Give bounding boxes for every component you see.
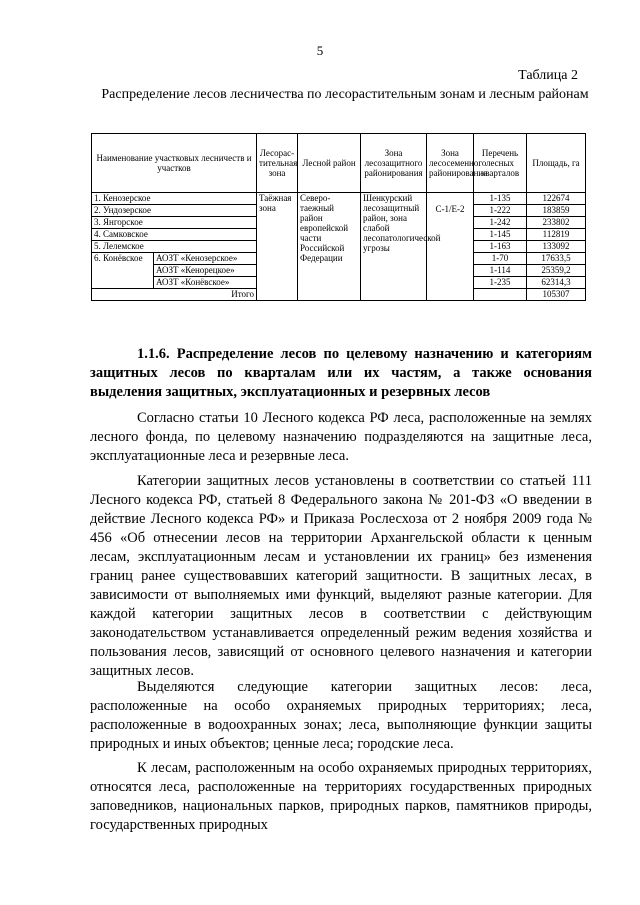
paragraph-text: Согласно статьи 10 Лесного кодекса РФ леса, расположенные на землях лесного фонда, по целевому назначению подразделяются на защитные леса, эксплуатационные леса и резервные леса. (90, 410, 592, 464)
paragraph-text: К лесам, расположенным на особо охраняемых природных территориях, относятся леса, расположенные на территориях государственных природных заповедников, национальных парков, природных парков, памятников природы, государственных природных (90, 760, 592, 833)
total-label: Итого (92, 289, 257, 301)
row-quarters: 1-135 (474, 193, 527, 205)
subrow-name: АОЗТ «Кенозерское» (154, 253, 257, 265)
subrow-name: АОЗТ «Конёвское» (154, 277, 257, 289)
table-header-row (92, 134, 586, 193)
row-area: 183859 (527, 205, 586, 217)
row-name: 1. Кенозерское (92, 193, 257, 205)
paragraph-3 (90, 678, 592, 754)
merged-zone: Таёжная зона (257, 193, 298, 301)
header-name: Наименование участковых лесничеств и участков (92, 134, 257, 193)
section-heading: 1.1.6. Распределение лесов по целевому назначению и категориям защитных лесов по кварталам или их частям, а также основания выделения защитных, эксплуатационных и резервных лесов (90, 346, 592, 400)
row-name-konevskoe: 6. Конёвское (92, 253, 154, 289)
row-area: 122674 (527, 193, 586, 205)
paragraph-text: Категории защитных лесов установлены в соответствии со статьей 111 Лесного кодекса РФ, статьей 8 Федерального закона № 201-ФЗ «О введении в действие Лесного кодекса РФ» и Приказа Рослесхоза от 2 ноября 2009 года № 456 «Об отнесении лесов на территории Архангельской области к ценным лесам, эксплуатационным лесам и установлении их границ» без изменения границ ранее существовавших категорий защитности. В защитных лесах, в зависимости от выполняемых ими функций, выделяют разные категории. Для каждой категории защитных лесов в соответствии с действующим законодательством устанавливается определенный режим ведения хозяйства и пользования лесов, зависящий от основного целевого назначения и категории защитных лесов. (90, 473, 592, 679)
row-area: 62314,3 (527, 277, 586, 289)
header-area: Площадь, га (527, 134, 586, 193)
header-fire-zone: Зона лесосеменного районирования (427, 134, 474, 193)
row-quarters: 1-235 (474, 277, 527, 289)
row-quarters: 1-222 (474, 205, 527, 217)
row-area: 112819 (527, 229, 586, 241)
row-area: 133092 (527, 241, 586, 253)
table-caption: Таблица 2 (518, 68, 578, 83)
total-quarters-empty (474, 289, 527, 301)
row-quarters: 1-70 (474, 253, 527, 265)
header-quarters: Перечень лесных кварталов (474, 134, 527, 193)
row-area: 17633,5 (527, 253, 586, 265)
row-name: 2. Ундозерское (92, 205, 257, 217)
row-quarters: 1-114 (474, 265, 527, 277)
total-area: 105307 (527, 289, 586, 301)
row-quarters: 1-163 (474, 241, 527, 253)
header-protective-zone: Зона лесозащитного районирования (361, 134, 427, 193)
header-region: Лесной район (298, 134, 361, 193)
paragraph-1 (90, 409, 592, 466)
paragraph-4 (90, 759, 592, 835)
table-title: Распределение лесов лесничества по лесорастительным зонам и лесным районам (101, 87, 589, 102)
merged-protective-zone: Шенкурский лесозащитный район, зона слабой лесопатологической угрозы (361, 193, 427, 301)
paragraph-text: Выделяются следующие категории защитных лесов: леса, расположенные на особо охраняемых природных территориях; леса, расположенные в водоохранных зонах; леса, выполняющие функции защиты природных и иных объектов; ценные леса; городские леса. (90, 679, 592, 752)
paragraph-2 (90, 472, 592, 681)
row-quarters: 1-242 (474, 217, 527, 229)
row-name: 3. Янгорское (92, 217, 257, 229)
row-area: 233802 (527, 217, 586, 229)
row-quarters: 1-145 (474, 229, 527, 241)
page-number: 5 (316, 43, 324, 58)
row-name: 4. Самковское (92, 229, 257, 241)
header-zone: Лесорас-тительная зона (257, 134, 298, 193)
merged-region: Северо-таежный район европейской части Российской Федерации (298, 193, 361, 301)
row-name: 5. Лелемское (92, 241, 257, 253)
merged-fire-zone: С-1/Е-2 (427, 193, 474, 301)
subrow-name: АОЗТ «Кенорецкое» (154, 265, 257, 277)
table-row (92, 193, 586, 205)
row-area: 25359,2 (527, 265, 586, 277)
forest-distribution-table (91, 133, 586, 301)
